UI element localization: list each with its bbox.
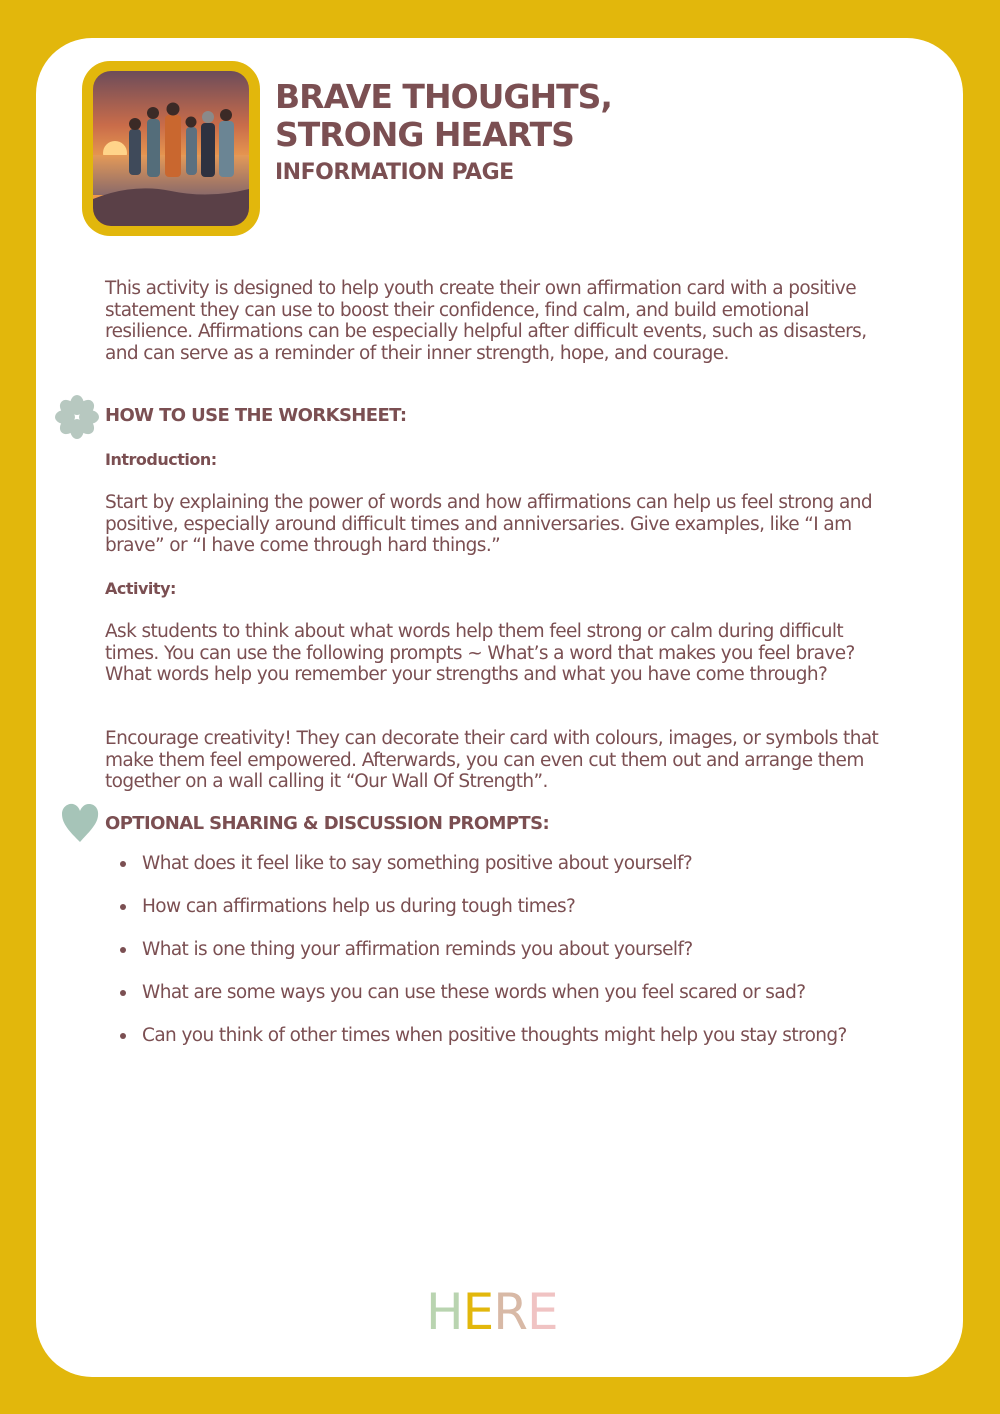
hero-illustration	[93, 71, 249, 226]
flower-icon	[55, 395, 99, 439]
how-to-use-heading: HOW TO USE THE WORKSHEET:	[105, 405, 407, 426]
logo-letter-e: E	[462, 1283, 494, 1341]
page-card	[36, 38, 963, 1377]
prompt-text: Can you think of other times when positive thoughts might help you stay strong?	[142, 1025, 847, 1046]
page-subtitle: INFORMATION PAGE	[275, 160, 514, 185]
page-title	[275, 78, 612, 154]
prompt-text: What is one thing your affirmation reminds you about yourself?	[142, 939, 693, 960]
list-item	[105, 853, 895, 875]
activity-paragraph-2: Encourage creativity! They can decorate their card with colours, images, or symbols that make them feel empowered. Afterwards, you can even cut them out and arrange them together on a wall calling it “Our Wall Of Strength”.	[105, 728, 879, 792]
heart-icon	[60, 802, 100, 844]
bullet-icon	[120, 904, 126, 910]
title-line-2: STRONG HEARTS	[275, 115, 574, 154]
list-item	[105, 1025, 895, 1047]
bullet-icon	[120, 990, 126, 996]
bullet-icon	[120, 861, 126, 867]
list-item	[105, 939, 895, 961]
sharing-heading: OPTIONAL SHARING & DISCUSSION PROMPTS:	[105, 813, 550, 834]
list-item	[105, 896, 895, 918]
bullet-icon	[120, 1033, 126, 1039]
here-logo	[426, 1284, 558, 1340]
list-item	[105, 982, 895, 1004]
intro-paragraph: This activity is designed to help youth create their own affirmation card with a positive statement they can use to boost their confidence, find calm, and build emotional resilience. Affirmations can be especially helpful after difficult events, such as disasters, and can serve as a reminder of their inner strength, hope, and courage.	[105, 278, 867, 364]
activity-label: Activity:	[105, 579, 176, 598]
hero-image-frame	[82, 61, 260, 236]
prompt-text: What does it feel like to say something positive about yourself?	[142, 853, 693, 874]
prompt-text: What are some ways you can use these words when you feel scared or sad?	[142, 982, 806, 1003]
prompt-text: How can affirmations help us during tough times?	[142, 896, 576, 917]
introduction-label: Introduction:	[105, 450, 217, 469]
logo-letter-h: H	[426, 1283, 463, 1341]
title-line-1: BRAVE THOUGHTS,	[275, 77, 612, 116]
bullet-icon	[120, 947, 126, 953]
activity-paragraph-1: Ask students to think about what words help them feel strong or calm during difficult times. You can use the following prompts ~ What’s a word that makes you feel brave? What words help you remember your strengths and what you have come through?	[105, 621, 855, 685]
introduction-paragraph: Start by explaining the power of words and how affirmations can help us feel strong and positive, especially around difficult times and anniversaries. Give examples, like “I am brave” or “I have come through hard things.”	[105, 492, 872, 556]
discussion-prompts-list	[105, 853, 895, 1068]
logo-letter-e2: E	[526, 1283, 558, 1341]
logo-letter-r: R	[493, 1283, 527, 1341]
